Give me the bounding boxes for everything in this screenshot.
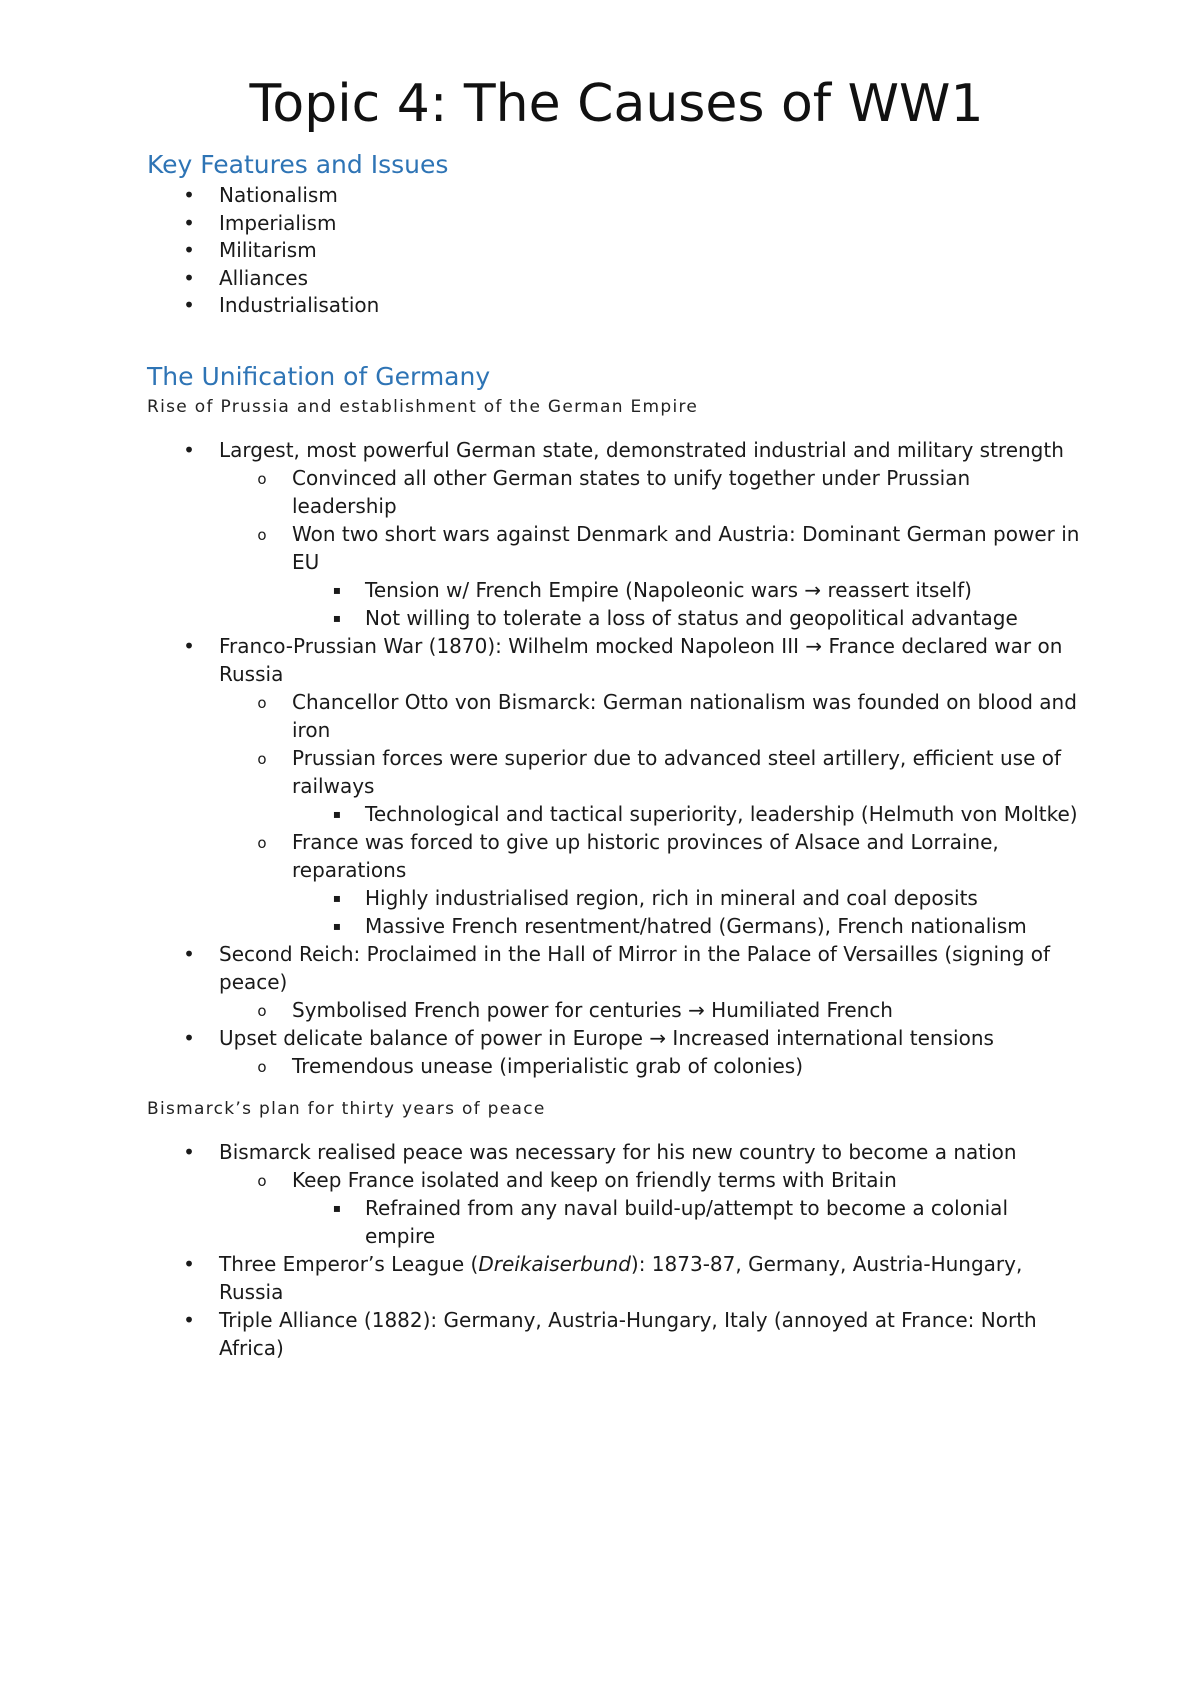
list-item: • Industrialisation bbox=[147, 292, 1080, 320]
list-item: ▪ Not willing to tolerate a loss of status and geopolitical advantage bbox=[147, 604, 1080, 632]
list-item: o Chancellor Otto von Bismarck: German nationalism was founded on blood and iron bbox=[147, 688, 1080, 744]
list-item: o Convinced all other German states to unify together under Prussian leadership bbox=[147, 464, 1080, 520]
circle-bullet-icon: o bbox=[257, 1001, 267, 1020]
list-item: • Nationalism bbox=[147, 182, 1080, 210]
page-title: Topic 4: The Causes of WW1 bbox=[249, 74, 984, 134]
square-bullet-icon: ▪ bbox=[332, 890, 342, 905]
list-item: o Tremendous unease (imperialistic grab of colonies) bbox=[147, 1052, 1080, 1080]
bullet-icon: • bbox=[183, 633, 195, 658]
circle-bullet-icon: o bbox=[257, 693, 267, 712]
unification-heading: The Unification of Germany bbox=[147, 361, 491, 391]
list-item: ▪ Technological and tactical superiority, leadership (Helmuth von Moltke) bbox=[147, 800, 1080, 828]
list-item: ▪ Refrained from any naval build-up/attempt to become a colonial empire bbox=[147, 1194, 1080, 1250]
list-item: • Alliances bbox=[147, 265, 1080, 293]
bullet-icon: • bbox=[183, 293, 195, 317]
list-item: o Won two short wars against Denmark and Austria: Dominant German power in EU bbox=[147, 520, 1080, 576]
list-item: • Imperialism bbox=[147, 210, 1080, 238]
dreikaiserbund-term: Dreikaiserbund bbox=[478, 1251, 631, 1276]
bismarck-plan-list bbox=[147, 1138, 1080, 1362]
bullet-icon: • bbox=[183, 238, 195, 262]
list-item: • Triple Alliance (1882): Germany, Austria-Hungary, Italy (annoyed at France: North Africa) bbox=[147, 1306, 1080, 1362]
list-item: o Symbolised French power for centuries → Humiliated French bbox=[147, 996, 1080, 1024]
bullet-icon: • bbox=[183, 265, 195, 290]
circle-bullet-icon: o bbox=[257, 525, 267, 544]
square-bullet-icon: ▪ bbox=[332, 582, 342, 597]
list-item: • Three Emperor’s League (Dreikaiserbund): 1873-87, Germany, Austria-Hungary, Russia bbox=[147, 1250, 1080, 1306]
bullet-icon: • bbox=[183, 1307, 195, 1332]
list-item: ▪ Massive French resentment/hatred (Germans), French nationalism bbox=[147, 912, 1080, 940]
rise-of-prussia-list bbox=[147, 436, 1080, 1080]
subheading-rise-of-prussia: Rise of Prussia and establishment of the German Empire bbox=[147, 396, 699, 417]
bullet-icon: • bbox=[183, 1025, 195, 1050]
bullet-icon: • bbox=[183, 437, 195, 462]
bullet-icon: • bbox=[183, 210, 195, 235]
circle-bullet-icon: o bbox=[257, 1057, 267, 1076]
list-item: • Largest, most powerful German state, demonstrated industrial and military strength bbox=[147, 436, 1080, 464]
list-item: o France was forced to give up historic provinces of Alsace and Lorraine, reparations bbox=[147, 828, 1080, 884]
bullet-icon: • bbox=[183, 1251, 195, 1276]
list-item: o Keep France isolated and keep on friendly terms with Britain bbox=[147, 1166, 1080, 1194]
subheading-bismarck-plan: Bismarck’s plan for thirty years of peace bbox=[147, 1098, 546, 1119]
bullet-icon: • bbox=[183, 183, 195, 207]
list-item: o Prussian forces were superior due to advanced steel artillery, efficient use of railways bbox=[147, 744, 1080, 800]
bullet-icon: • bbox=[183, 941, 195, 966]
list-item: • Bismarck realised peace was necessary for his new country to become a nation bbox=[147, 1138, 1080, 1166]
list-item: • Franco-Prussian War (1870): Wilhelm mocked Napoleon III → France declared war on Russia bbox=[147, 632, 1080, 688]
square-bullet-icon: ▪ bbox=[332, 1200, 342, 1215]
square-bullet-icon: ▪ bbox=[332, 918, 342, 933]
key-features-heading: Key Features and Issues bbox=[147, 150, 449, 179]
bullet-icon: • bbox=[183, 1139, 195, 1164]
circle-bullet-icon: o bbox=[257, 833, 267, 852]
circle-bullet-icon: o bbox=[257, 749, 267, 768]
list-item: ▪ Highly industrialised region, rich in mineral and coal deposits bbox=[147, 884, 1080, 912]
list-item: • Militarism bbox=[147, 237, 1080, 265]
circle-bullet-icon: o bbox=[257, 469, 267, 488]
square-bullet-icon: ▪ bbox=[332, 806, 342, 821]
list-item: ▪ Tension w/ French Empire (Napoleonic wars → reassert itself) bbox=[147, 576, 1080, 604]
square-bullet-icon: ▪ bbox=[332, 610, 342, 625]
list-item: • Upset delicate balance of power in Europe → Increased international tensions bbox=[147, 1024, 1080, 1052]
circle-bullet-icon: o bbox=[257, 1171, 267, 1190]
key-features-list bbox=[147, 182, 1080, 320]
list-item: • Second Reich: Proclaimed in the Hall of Mirror in the Palace of Versailles (signing of peace) bbox=[147, 940, 1080, 996]
